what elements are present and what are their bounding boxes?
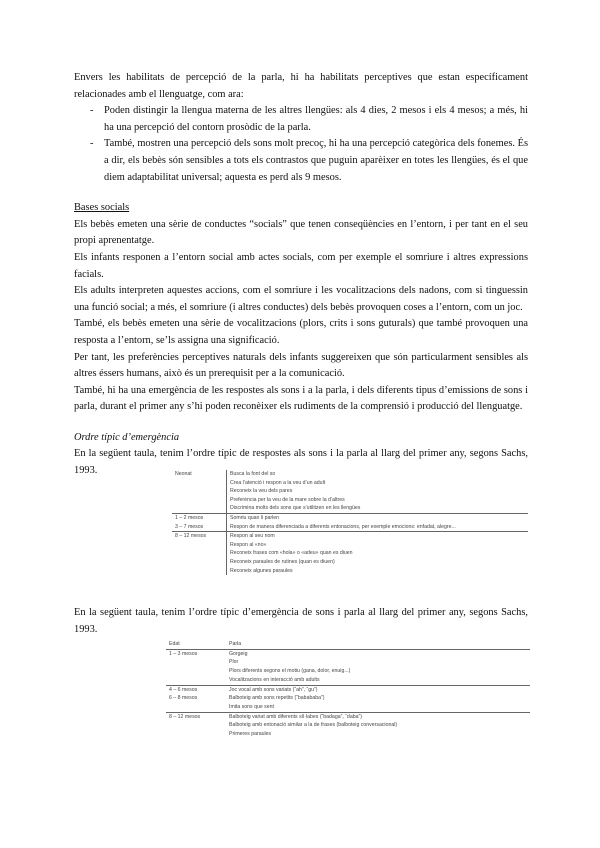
table1-item: Crea l’atenció i respon a la veu d’un adult (230, 479, 326, 486)
bullet-text: També, mostren una percepció dels sons molt precoç, hi ha una percepció categòrica dels fonemes. És a dir, els bebès són sensibles a tots els contrastos que puguin aparèixer en totes les llengües, és el que diem adaptabilitat universal; aquesta es perd als 9 mesos. (104, 138, 528, 183)
table2-item: Primeres paraules (229, 731, 272, 738)
bases-paragraph-6: També, hi ha una emergència de les respostes als sons i a la parla, i dels diferents tipus d’emissions de sons i parla, durant el primer any s’hi poden reconèixer els rudiments de la comprensió i producció del llenguatge. (74, 384, 528, 413)
intro-paragraph: Envers les habilitats de percepció de la parla, hi ha habilitats perceptives que estan específicament relacionades amb el llenguatge, com ara: (74, 72, 528, 100)
bullet-text: Poden distingir la llengua materna de les altres llengües: als 4 dies, 2 mesos i els 4 mesos; a més, hi ha una percepció del contorn prosòdic de la parla. (104, 105, 528, 133)
table1-age-cell: 3 – 7 mesos (172, 523, 227, 532)
table1-items-cell (227, 532, 529, 575)
table1-items-cell (227, 470, 529, 513)
dash-marker: - (90, 138, 94, 150)
table1-age-cell: 1 – 2 mesos (172, 513, 227, 522)
emergence-table (166, 640, 530, 739)
table1-item: Somriu quan li parlen (230, 514, 280, 521)
table2-item: Imita sons que sent (229, 703, 274, 710)
table1-age-cell: 8 – 12 mesos (172, 532, 227, 575)
table2-caption: En la següent taula, tenim l’ordre típic d’emergència de sons i parla al llarg del primer any, segons Sachs, 1993. (74, 607, 528, 635)
table2-age-cell: 8 – 12 mesos (166, 712, 226, 739)
table2-item: Balboteig variat amb diferents síl·labes (“badaga”, “daba”) (229, 713, 362, 720)
table1-age-cell: Neonat (172, 470, 227, 513)
table1-item: Reconeix algunes paraules (230, 567, 293, 574)
table2-age-cell: 1 – 3 mesos (169, 650, 198, 657)
bases-paragraph-3: Els adults interpreten aquestes accions, com el somriure i les vocalitzacions dels nadons, com si tinguessin una funció social; a més, el somriure (i altres conductes) dels bebès provoquen coses a l’entorn, com un joc. (74, 285, 528, 313)
bases-paragraph-1: Els bebès emeten una sèrie de conductes “socials” que tenen conseqüències en l’entorn, i per tant en el seu propi aprenentatge. (74, 218, 528, 247)
table2-item: Plors diferents segons el motiu (gana, dolor, enuig...) (229, 668, 351, 675)
table2-item: Gorgeig (229, 650, 248, 657)
bases-paragraph-5: Per tant, les preferències perceptives naturals dels infants suggereixen que són particularment sensibles als altres éssers humans, això és un prerequisit per a la comunicació. (74, 351, 528, 380)
bullet-item (74, 136, 528, 186)
table2-item: Balboteig amb entonació similar a la de frases (balboteig conversacional) (229, 722, 398, 729)
document-body (74, 70, 528, 480)
bullet-list (74, 103, 528, 186)
table1-item: Reconeix frases com «hola» o «adeu» quan es diuen (230, 550, 353, 557)
table2-age-cell: 6 – 8 mesos (169, 695, 198, 702)
table2-item: Vocalitzacions en interacció amb adults (229, 676, 320, 683)
ordre-heading: Ordre típic d’emergència (74, 431, 180, 443)
table1-item: Reconeix la veu dels pares (230, 488, 293, 495)
bases-paragraph-4: També, els bebès emeten una sèrie de vocalitzacions (plors, crits i sons guturals) que també provoquen una resposta a l’entorn, se’ls assigna una significació. (74, 318, 528, 346)
table2-items-cell (226, 649, 530, 685)
table1-item: Preferència per la veu de la mare sobre la d’altres (230, 496, 345, 503)
bases-socials-heading: Bases socials (74, 202, 130, 214)
table2-age-cell: 4 – 6 mesos (166, 685, 226, 694)
table1-items-cell (227, 523, 529, 532)
table2-item: Joc vocal amb sons variats (“ah”, “gu”) (229, 686, 318, 693)
bullet-item (74, 103, 528, 136)
table2-items-cell (226, 685, 530, 694)
table1-items-cell (227, 513, 529, 522)
table2-header-item: Parla (226, 640, 530, 649)
table2-items-cell (226, 694, 530, 712)
table1-item: Respon de manera diferenciada a diferents entonacions, per exemple emocions: enfadat, alegre... (230, 523, 456, 530)
table2-item: Balboteig amb sons repetits (“babababa”) (229, 695, 325, 702)
table1-item: Respon al «no» (230, 541, 267, 548)
dash-marker: - (90, 105, 94, 117)
table1-item: Respon al seu nom (230, 533, 275, 540)
table1-item: Busca la font del so (230, 471, 276, 477)
table1-caption: En la següent taula, tenim l’ordre típic de respostes als sons i la parla al llarg del primer any, segons Sachs, 1993. (74, 448, 528, 477)
table2-items-cell (226, 712, 530, 739)
table2-header-age: Edat (166, 640, 226, 649)
table1-item: Discrimina molts dels sons que s’utilitzen en les llengües (230, 505, 361, 512)
table2-item: Plor (229, 659, 239, 666)
bases-paragraph-2: Els infants responen a l’entorn social amb actes socials, com per exemple el somriure i altres expressions facials. (74, 251, 528, 280)
table1-item: Reconeix paraules de rutines (quan es diuen) (230, 558, 335, 565)
responses-table (172, 470, 528, 575)
